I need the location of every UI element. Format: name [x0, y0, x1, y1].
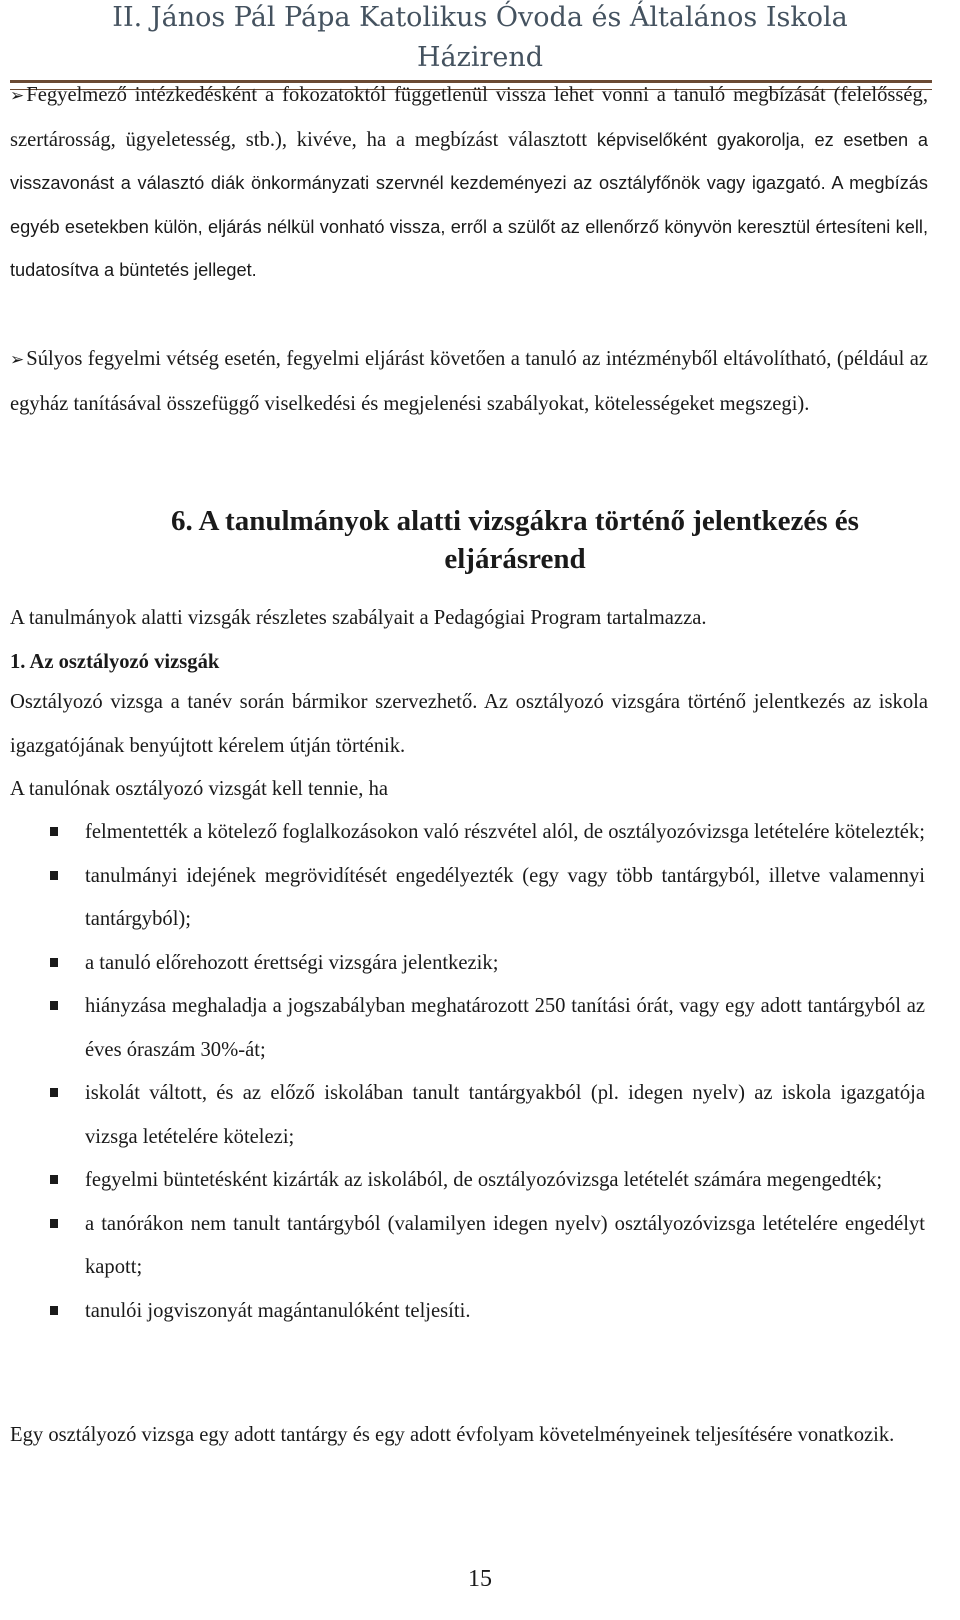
list-item: fegyelmi büntetésként kizárták az iskolából, de osztályozóvizsga letételét számára megengedték;	[0, 1159, 925, 1203]
square-bullet-icon	[50, 1001, 58, 1010]
list-item: tanulmányi idejének megrövidítését engedélyezték (egy vagy több tantárgyból, illetve valamennyi tantárgyból);	[0, 855, 925, 942]
arrow-bullet-icon: ➢	[10, 350, 25, 370]
list-item: hiányzása meghaladja a jogszabályban meghatározott 250 tanítási órát, vagy egy adott tantárgyból az éves óraszám 30%-át;	[0, 985, 925, 1072]
list-item: felmentették a kötelező foglalkozásokon való részvétel alól, de osztályozóvizsga letételére kötelezték;	[0, 811, 925, 855]
paragraph-sulyos-fegyelmi-text: Súlyos fegyelmi vétség esetén, fegyelmi eljárást követően a tanuló az intézményből eltávolítható, (például az egyház tanításával összefüggő viselkedési és megjelenési szabályokat, kötelességeket megszegi).	[10, 348, 928, 415]
square-bullet-icon	[50, 827, 58, 836]
list-intro: A tanulónak osztályozó vizsgát kell tennie, ha	[10, 778, 389, 800]
closing-paragraph: Egy osztályozó vizsga egy adott tantárgy és egy adott évfolyam követelményeinek teljesítésére vonatkozik.	[10, 1424, 895, 1446]
square-bullet-icon	[50, 871, 58, 880]
paragraph-fegyelmezo	[10, 74, 928, 293]
conditions-list	[0, 811, 960, 1333]
square-bullet-icon	[50, 958, 58, 967]
list-item: iskolát váltott, és az előző iskolában tanult tantárgyakból (pl. idegen nyelv) az iskola igazgatója vizsga letételére kötelezi;	[0, 1072, 925, 1159]
header-school-name: II. János Pál Pápa Katolikus Óvoda és Általános Iskola	[112, 2, 848, 33]
square-bullet-icon	[50, 1306, 58, 1315]
paragraph-osztalyozo-vizsga: Osztályozó vizsga a tanév során bármikor szervezhető. Az osztályozó vizsgára történő jelentkezés az iskola igazgatójának benyújtott kérelem útján történik.	[10, 691, 928, 757]
paragraph-fegyelmezo-text: Fegyelmező intézkedésként a fokozatoktól függetlenül vissza lehet vonni a tanuló megbízását (felelősség, szertárosság, ügyeletesség, stb.), kivéve, ha a megbízást választott	[10, 84, 928, 151]
paragraph-sulyos-fegyelmi	[10, 338, 928, 426]
list-item: a tanórákon nem tanult tantárgyból (valamilyen idegen nyelv) osztályozóvizsga letételére engedélyt kapott;	[0, 1203, 925, 1290]
square-bullet-icon	[50, 1088, 58, 1097]
square-bullet-icon	[50, 1175, 58, 1184]
list-item: tanulói jogviszonyát magántanulóként teljesíti.	[0, 1290, 925, 1334]
arrow-bullet-icon: ➢	[10, 86, 25, 106]
subheading-osztalyozo-vizsgak: 1. Az osztályozó vizsgák	[10, 651, 220, 673]
list-item: a tanuló előrehozott érettségi vizsgára jelentkezik;	[0, 942, 925, 986]
paragraph-fegyelmezo-text-cont: képviselőként gyakorolja, ez esetben a visszavonást a választó diák önkormányzati szervnél kezdeményezi az osztályfőnök vagy igazgató. A megbízás egyéb esetekben külön, eljárás nélkül vonható vissza, erről a szülőt az ellenőrző könyvön keresztül értesíteni kell, tudatosítva a büntetés jelleget.	[10, 129, 928, 280]
page-number: 15	[468, 1566, 492, 1592]
header-document-title: Házirend	[416, 42, 544, 73]
square-bullet-icon	[50, 1219, 58, 1228]
section-heading: 6. A tanulmányok alatti vizsgákra történő jelentkezés és eljárásrend	[171, 505, 859, 575]
section-intro: A tanulmányok alatti vizsgák részletes szabályait a Pedagógiai Program tartalmazza.	[10, 607, 707, 629]
